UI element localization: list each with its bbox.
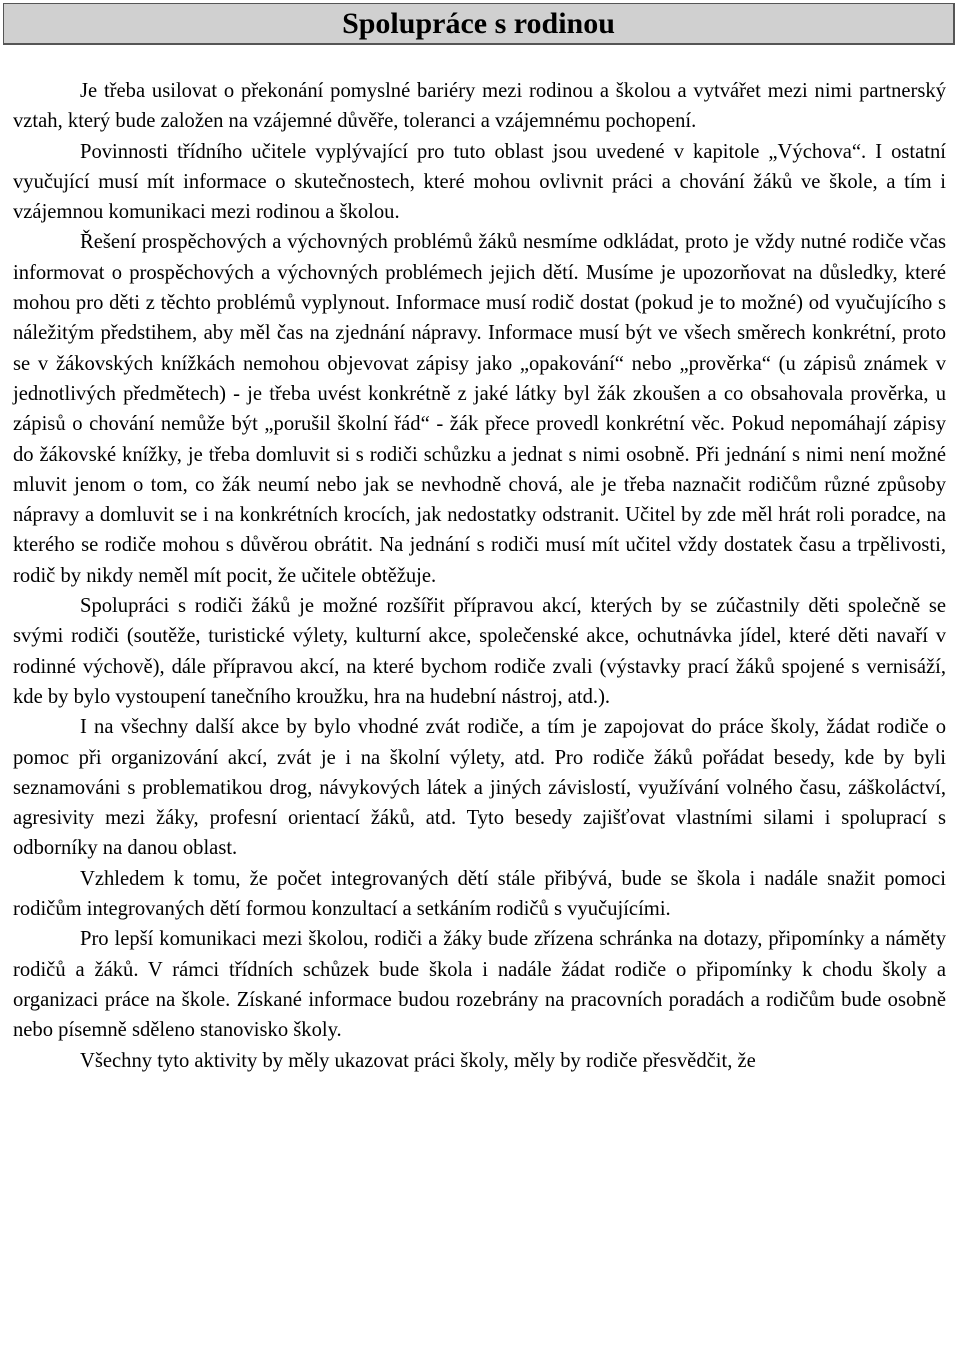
document-body bbox=[13, 76, 946, 1076]
paragraph: Spolupráci s rodiči žáků je možné rozšířit přípravou akcí, kterých by se zúčastnily děti společně se svými rodiči (soutěže, turistické výlety, kulturní akce, společenské akce, ochutnávka jídel, které děti navaří v rodinné výchově), dále přípravou akcí, na které bychom rodiče zvali (výstavky prací žáků spojené s vernisáží, kde by bylo vystoupení tanečního kroužku, hra na hudební nástroj, atd.). bbox=[13, 595, 946, 708]
paragraph: Všechny tyto aktivity by měly ukazovat práci školy, měly by rodiče přesvědčit, že bbox=[80, 1049, 756, 1072]
paragraph: Pro lepší komunikaci mezi školou, rodiči a žáky bude zřízena schránka na dotazy, připomínky a náměty rodičů a žáků. V rámci třídních schůzek bude škola i nadále žádat rodiče o připomínky k chodu školy a organizaci práce na škole. Získané informace budou rozebrány na pracovních poradách a rodičům bude osobně nebo písemně sděleno stanovisko školy. bbox=[13, 928, 946, 1042]
paragraph: Povinnosti třídního učitele vyplývající pro tuto oblast jsou uvedené v kapitole „Výchova“. I ostatní vyučující musí mít informace o skutečnostech, které mohou ovlivnit práci a chování žáků ve škole, a tím i vzájemnou komunikaci mezi rodinou a školou. bbox=[13, 140, 946, 224]
page-title: Spolupráce s rodinou bbox=[342, 6, 615, 40]
paragraph: Je třeba usilovat o překonání pomyslné bariéry mezi rodinou a školou a vytvářet mezi nimi partnerský vztah, který bude založen na vzájemné důvěře, toleranci a vzájemnému pochopení. bbox=[13, 80, 946, 133]
paragraph: Řešení prospěchových a výchovných problémů žáků nesmíme odkládat, proto je vždy nutné rodiče včas informovat o prospěchových a výchovných problémech jejich dětí. Musíme je upozorňovat na důsledky, které mohou pro děti z těchto problémů vyplynout. Informace musí rodič dostat (pokud je to možné) od vyučujícího s náležitým předstihem, aby měl čas na zjednání nápravy. Informace musí být ve všech směrech konkrétní, proto se v žákovských knížkách nemohou objevovat zápisy jako „opakování“ nebo „prověrka“ (u zápisů známek v jednotlivých předmětech) - je třeba uvést konkrétně z jaké látky byl žák zkoušen a co obsahovala prověrka, u zápisů o chování nemůže být „porušil školní řád“ - žák přece provedl konkrétní věc. Pokud nepomáhají zápisy do žákovské knížky, je třeba domluvit si s rodiči schůzku a jednat s nimi osobně. Při jednání s nimi není možné mluvit jenom o tom, co žák neumí nebo jak se nevhodně chová, ale je třeba naznačit rodičům různé způsoby nápravy a domluvit se i na konkrétních krocích, jak nedostatky odstranit. Učitel by zde měl hrát roli poradce, na kterého se rodiče mohou s důvěrou obrátit. Na jednání s rodiči musí mít učitel vždy dostatek času a trpělivosti, rodič by nikdy neměl mít pocit, že učitele obtěžuje. bbox=[13, 231, 946, 587]
paragraph: I na všechny další akce by bylo vhodné zvát rodiče, a tím je zapojovat do práce školy, žádat rodiče o pomoc při organizování akcí, zvát je i na školní výlety, atd. Pro rodiče žáků pořádat besedy, kde by byli seznamováni s problematikou drog, návykových látek a jiných závislostí, využívání volného času, záškoláctví, agresivity mezi žáky, profesní orientací žáků, atd. Tyto besedy zajišťovat vlastními silami i spoluprací s odborníky na danou oblast. bbox=[13, 716, 946, 860]
paragraph: Vzhledem k tomu, že počet integrovaných dětí stále přibývá, bude se škola i nadále snažit pomoci rodičům integrovaných dětí formou konzultací a setkáním rodičů s vyučujícími. bbox=[13, 867, 946, 921]
title-box bbox=[3, 3, 955, 45]
